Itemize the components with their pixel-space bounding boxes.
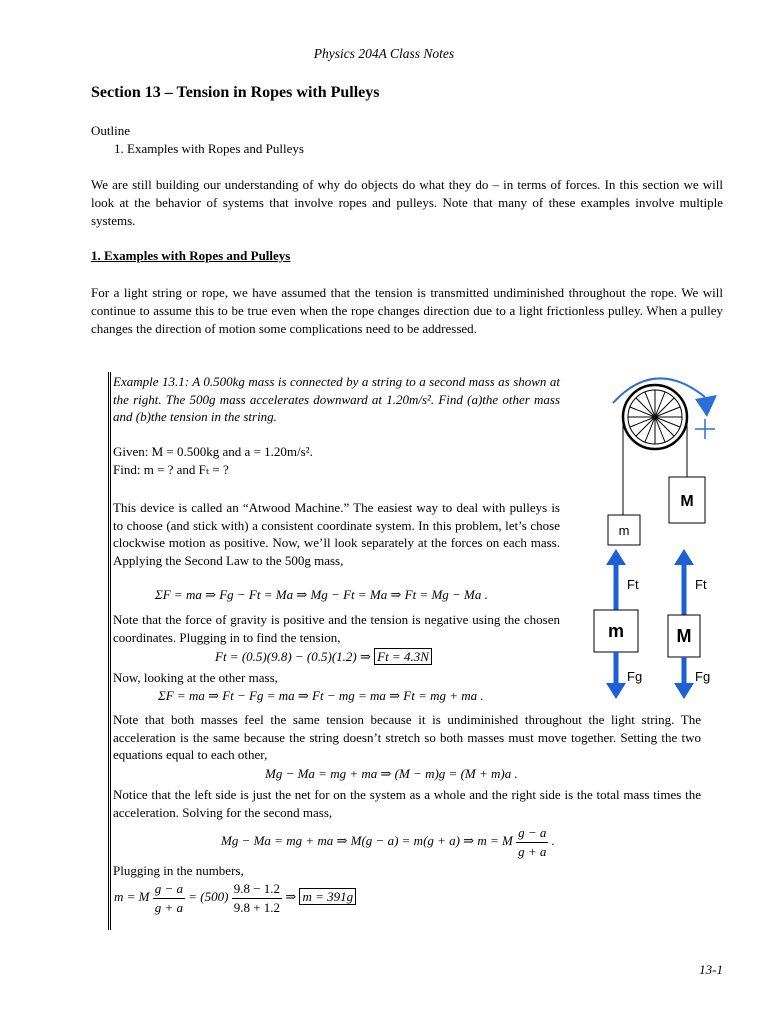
- equation-tension: [215, 648, 432, 666]
- pulley-wheel: [623, 385, 687, 449]
- net-force-paragraph: Notice that the left side is just the net for on the system as a whole and the right side is the total mass times the acceleration. Solving for the second mass,: [113, 787, 701, 820]
- equation-final: [114, 880, 356, 916]
- gravity-arrowhead-m: [606, 683, 626, 699]
- section-title: Section 13 – Tension in Ropes with Pulleys: [91, 84, 380, 101]
- example-border: [108, 372, 111, 930]
- equation-solve-m: Mg − Ma = mg + ma ⇒ M(g − a) = m(g + a) ⇒ m = M $\frac{g - a}{g + a}$ .: [221, 825, 555, 859]
- gravity-label-m: Fg: [627, 669, 643, 684]
- fraction-symbolic: [153, 880, 185, 916]
- same-tension-paragraph: Note that both masses feel the same tension because it is undiminished throughout the light string. The acceleration is the same because the string doesn’t stretch so both masses must move together. Setting the two equations equal to each other,: [113, 712, 701, 762]
- page-header: Physics 204A Class Notes: [313, 46, 455, 61]
- gravity-label-M: Fg: [695, 669, 711, 684]
- given-line: Given: M = 0.500kg and a = 1.20m/s².: [113, 444, 313, 459]
- equation-combined: Mg − Ma = mg + ma ⇒ (M − m)g = (M + m)a .: [265, 766, 518, 781]
- plugging-numbers-line: Plugging in the numbers,: [113, 863, 244, 878]
- equation-final-lhs: m = M: [114, 888, 150, 904]
- equation-final-arrow: ⇒: [285, 888, 297, 904]
- tension-label-m: Ft: [627, 577, 639, 592]
- page-number: 13-1: [699, 962, 723, 977]
- outline-item: 1. Examples with Ropes and Pulleys: [114, 141, 304, 156]
- outline-label: Outline: [91, 123, 130, 138]
- big-mass-label: M: [680, 493, 694, 510]
- fraction-numerator: 9.8 − 1.2: [232, 880, 282, 899]
- tension-arrowhead-M: [674, 549, 694, 565]
- equation-solve-m-lhs: Mg − Ma = mg + ma ⇒ M(g − a) = m(g + a) ⇒ m = M: [221, 832, 513, 848]
- atwood-machine-diagram: [575, 365, 765, 705]
- fraction-numeric: [232, 880, 282, 916]
- fraction-numerator: g − a: [153, 880, 185, 899]
- gravity-note-paragraph: Note that the force of gravity is positive and the tension is negative using the chosen coordinates. Plugging in to find the tension,: [113, 612, 560, 645]
- equation-second-law-M: ΣF = ma ⇒ Fg − Ft = Ma ⇒ Mg − Ft = Ma ⇒ Ft = Mg − Ma .: [155, 587, 488, 602]
- intro-paragraph: We are still building our understanding of why do objects do what they do – in terms of forces. In this section we will look at the behavior of systems that involve ropes and pulleys. Note that many of these examples involve multiple systems.: [91, 177, 723, 228]
- find-line: Find: m = ? and Fₜ = ?: [113, 462, 229, 477]
- atwood-paragraph: This device is called an “Atwood Machine.” The easiest way to deal with pulleys is to choose (and stick with) a consistent coordinate system. In this problem, let’s chose clockwise motion as positive. Now, we’ll look separately at the forces on each mass. Applying the Second Law to the 500g mass,: [113, 500, 560, 568]
- subsection-title: 1. Examples with Ropes and Pulleys: [91, 248, 291, 263]
- fbd-big-mass-label: M: [676, 626, 692, 646]
- rope-paragraph: For a light string or rope, we have assumed that the tension is transmitted undiminished throughout the rope. We will continue to assume this to be true even when the rope changes direction due to a light frictionless pulley. When a pulley changes the direction of motion some complications need to be addressed.: [91, 285, 723, 336]
- fraction-numerator: g − a: [516, 824, 548, 843]
- outline: [91, 122, 304, 158]
- equation-final-mid: = (500): [188, 888, 229, 904]
- tension-label-M: Ft: [695, 577, 707, 592]
- fraction-denominator: 9.8 + 1.2: [233, 899, 281, 915]
- equation-tension-lhs: Ft = (0.5)(9.8) − (0.5)(1.2) ⇒: [215, 649, 371, 664]
- tension-arrowhead-m: [606, 549, 626, 565]
- fraction-denominator: g + a: [518, 843, 547, 859]
- tension-result-box: Ft = 4.3N: [374, 648, 432, 665]
- example-problem: Example 13.1: A 0.500kg mass is connected by a string to a second mass as shown at the right. The 500g mass accelerates downward at 1.20m/s². Find (a)the other mass and (b)the tension in the string.: [113, 374, 560, 424]
- mass-result-box: m = 391g: [299, 888, 356, 905]
- gravity-arrowhead-M: [674, 683, 694, 699]
- fbd-small-mass-label: m: [607, 621, 625, 641]
- small-mass-label: m: [618, 523, 630, 538]
- fraction-denominator: g + a: [154, 899, 184, 915]
- fraction-g-minus-a: [516, 824, 548, 860]
- clockwise-arrowhead: [695, 395, 717, 417]
- other-mass-line: Now, looking at the other mass,: [113, 670, 278, 685]
- equation-second-law-m: ΣF = ma ⇒ Ft − Fg = ma ⇒ Ft − mg = ma ⇒ Ft = mg + ma .: [158, 688, 484, 703]
